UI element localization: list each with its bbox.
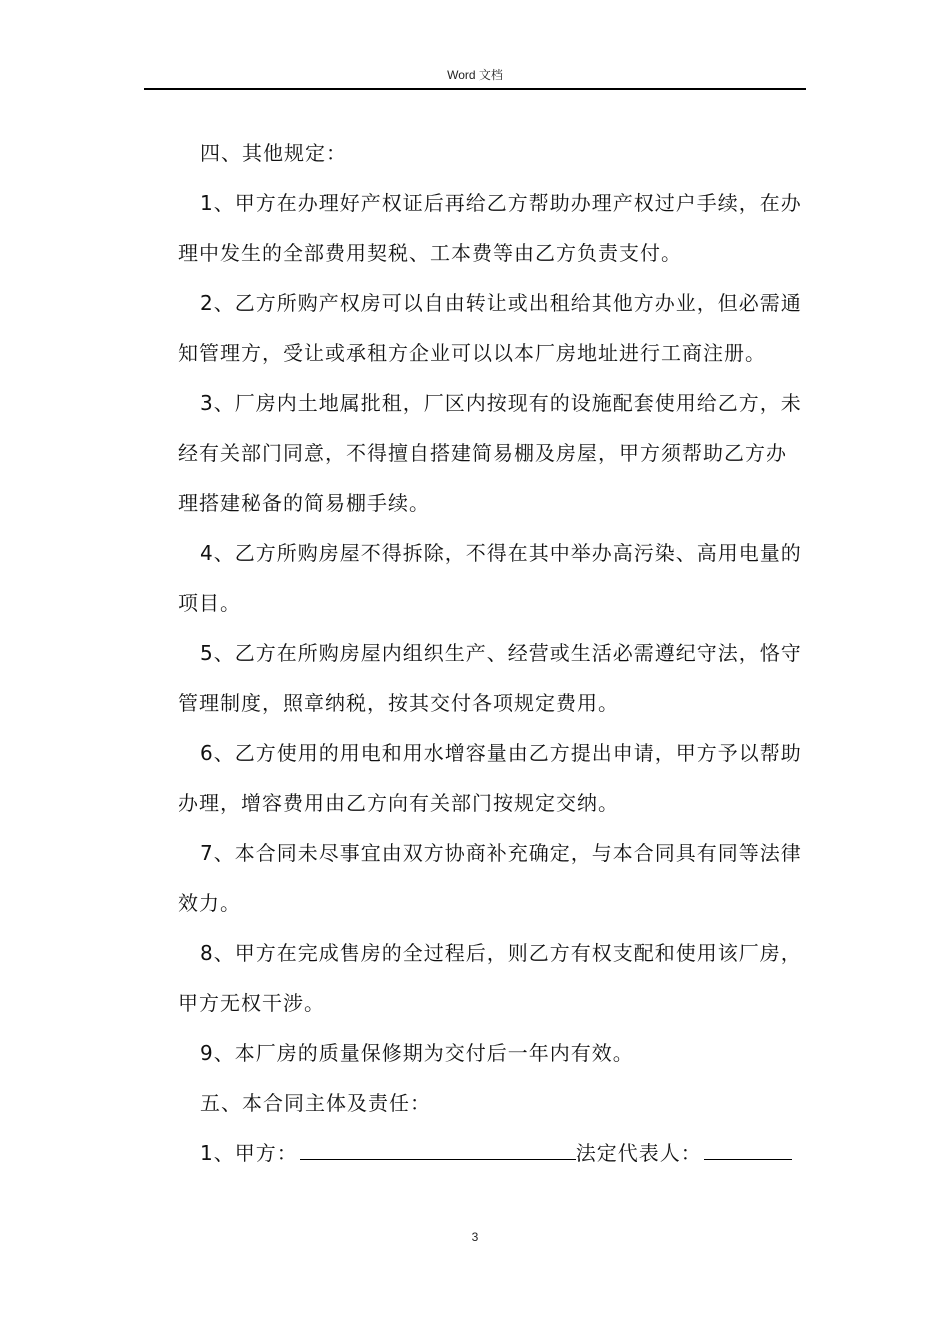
party-a-blank[interactable] — [300, 1137, 576, 1160]
clause-5: 5、乙方在所购房屋内组织生产、经营或生活必需遵纪守法，恪守管理制度，照章纳税，按其交付各项规定费用。 — [178, 641, 802, 715]
document-body — [178, 128, 806, 1178]
party-a-label: 1、甲方： — [200, 1141, 298, 1165]
clause-9: 9、本厂房的质量保修期为交付后一年内有效。 — [200, 1041, 634, 1065]
legal-rep-blank[interactable] — [704, 1137, 792, 1160]
clause-6: 6、乙方使用的用电和用水增容量由乙方提出申请，甲方予以帮助办理，增容费用由乙方向有关部门按规定交纳。 — [178, 741, 802, 815]
clause-1: 1、甲方在办理好产权证后再给乙方帮助办理产权过户手续，在办理中发生的全部费用契税、工本费等由乙方负责支付。 — [178, 191, 802, 265]
page-header — [144, 66, 806, 90]
page-number: 3 — [471, 1230, 479, 1244]
signature-line — [178, 1128, 806, 1178]
clause-7: 7、本合同未尽事宜由双方协商补充确定，与本合同具有同等法律效力。 — [178, 841, 802, 915]
legal-rep-label: 法定代表人： — [575, 1141, 702, 1165]
clause-3: 3、厂房内土地属批租，厂区内按现有的设施配套使用给乙方，未经有关部门同意，不得擅自搭建简易棚及房屋，甲方须帮助乙方办理搭建秘备的简易棚手续。 — [178, 391, 802, 515]
clause-2: 2、乙方所购产权房可以自由转让或出租给其他方办业，但必需通知管理方，受让或承租方企业可以以本厂房地址进行工商注册。 — [178, 291, 802, 365]
header-title: Word 文档 — [447, 68, 503, 82]
clause-4: 4、乙方所购房屋不得拆除，不得在其中举办高污染、高用电量的项目。 — [178, 541, 802, 615]
section-heading-other-rules: 四、其他规定： — [200, 141, 347, 165]
clause-8: 8、甲方在完成售房的全过程后，则乙方有权支配和使用该厂房，甲方无权干涉。 — [178, 941, 802, 1015]
section-heading-contract-parties: 五、本合同主体及责任： — [200, 1091, 431, 1115]
